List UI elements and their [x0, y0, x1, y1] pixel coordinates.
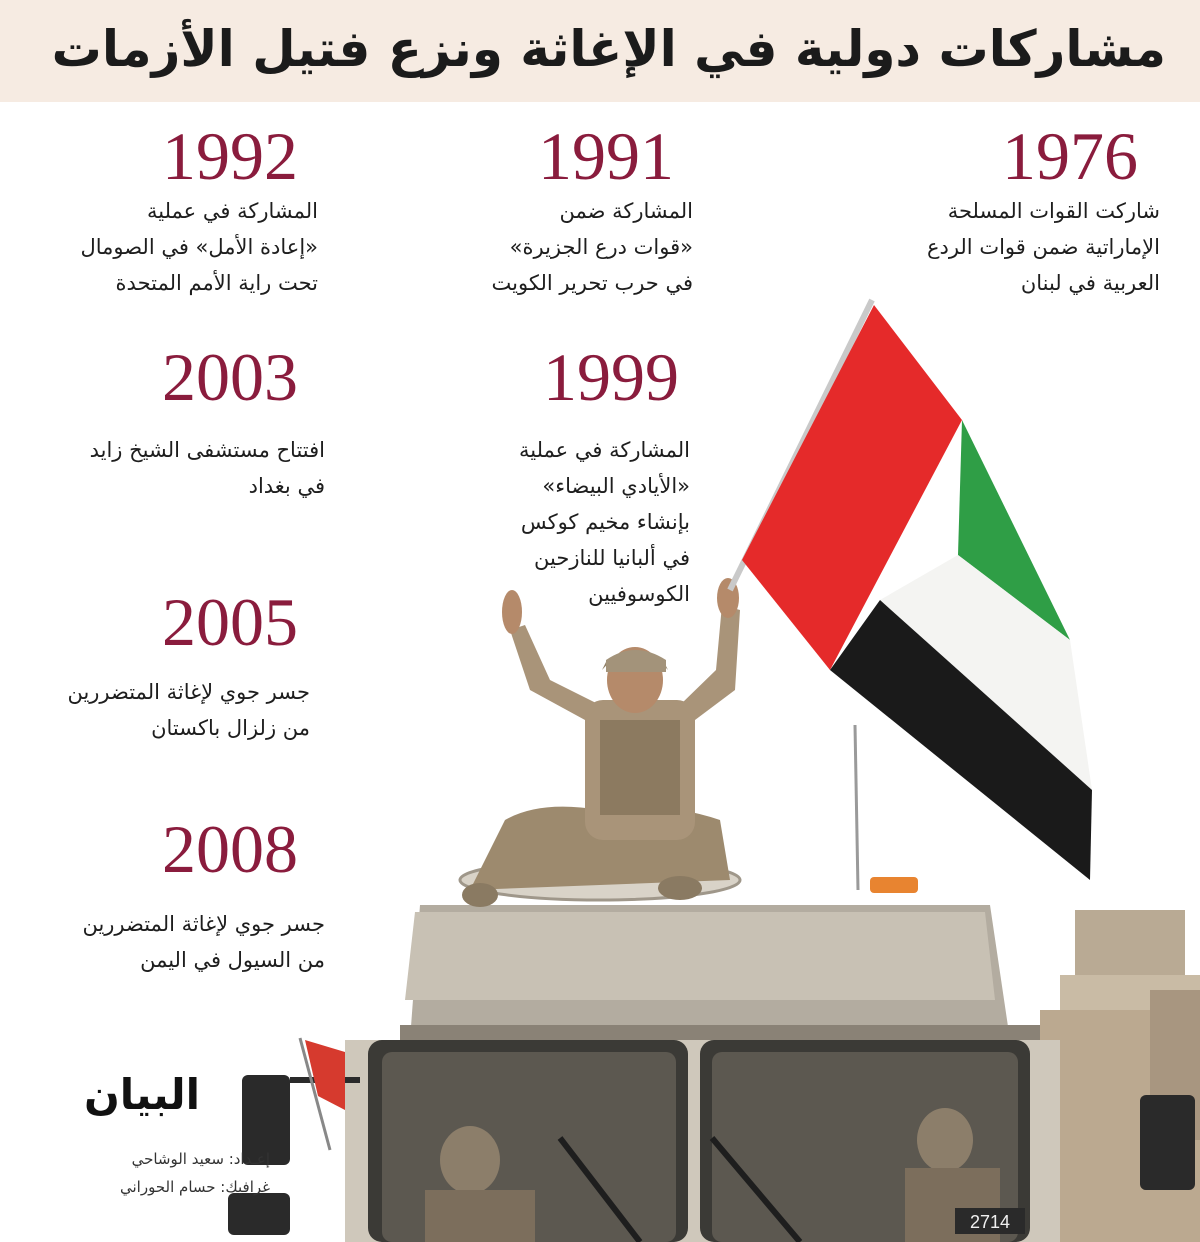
year-2003: 2003	[162, 339, 298, 415]
year-1992: 1992	[162, 118, 298, 194]
page-title: مشاركات دولية في الإغاثة ونزع فتيل الأزمات	[51, 20, 1166, 78]
event-line: من زلزال باكستان	[151, 716, 310, 740]
event-line: جسر جوي لإغاثة المتضررين	[67, 680, 310, 704]
event-line: المشاركة في عملية	[146, 199, 318, 223]
event-line: «قوات درع الجزيرة»	[509, 235, 693, 259]
event-1976-description	[927, 193, 1160, 301]
credit-graphics: غرافيك: حسام الحوراني	[120, 1178, 270, 1196]
truck	[228, 877, 1195, 1242]
year-1991: 1991	[538, 118, 674, 194]
year-1999: 1999	[543, 339, 679, 415]
event-line: افتتاح مستشفى الشيخ زايد	[89, 438, 325, 462]
event-line: في بغداد	[248, 474, 325, 498]
event-1999-description	[519, 432, 690, 612]
event-2003-description	[90, 432, 325, 504]
year-2008: 2008	[162, 811, 298, 887]
event-line: المشاركة في عملية	[518, 438, 690, 462]
event-2008-description	[82, 906, 325, 978]
event-line: شاركت القوات المسلحة	[947, 199, 1160, 223]
credit-prepared: إعـداد: سعيد الوشاحي	[131, 1150, 270, 1168]
event-line: تحت راية الأمم المتحدة	[115, 271, 318, 295]
antenna	[855, 725, 858, 890]
event-line: بإنشاء مخيم كوكس	[520, 510, 690, 534]
brand-logo: البيان	[83, 1070, 201, 1119]
rear-vehicle	[1040, 910, 1200, 1242]
event-line: جسر جوي لإغاثة المتضررين	[82, 912, 325, 936]
soldier	[462, 578, 740, 907]
event-line: في ألبانيا للنازحين	[534, 546, 690, 570]
event-line: العربية في لبنان	[1020, 271, 1160, 295]
event-line: «الأيادي البيضاء»	[542, 474, 690, 498]
event-line: في حرب تحرير الكويت	[491, 271, 693, 295]
event-line: «إعادة الأمل» في الصومال	[80, 235, 318, 259]
uae-flag	[742, 305, 1092, 880]
year-1976: 1976	[1002, 118, 1138, 194]
year-2005: 2005	[162, 584, 298, 660]
event-1992-description	[80, 193, 318, 301]
event-line: من السيول في اليمن	[140, 948, 325, 972]
event-line: الإماراتية ضمن قوات الردع	[926, 235, 1160, 259]
event-line: المشاركة ضمن	[559, 199, 693, 223]
event-line: الكوسوفيين	[588, 582, 690, 606]
vehicle-plate: 2714	[969, 1212, 1011, 1232]
event-1991-description	[492, 193, 693, 301]
event-2005-description	[67, 674, 310, 746]
